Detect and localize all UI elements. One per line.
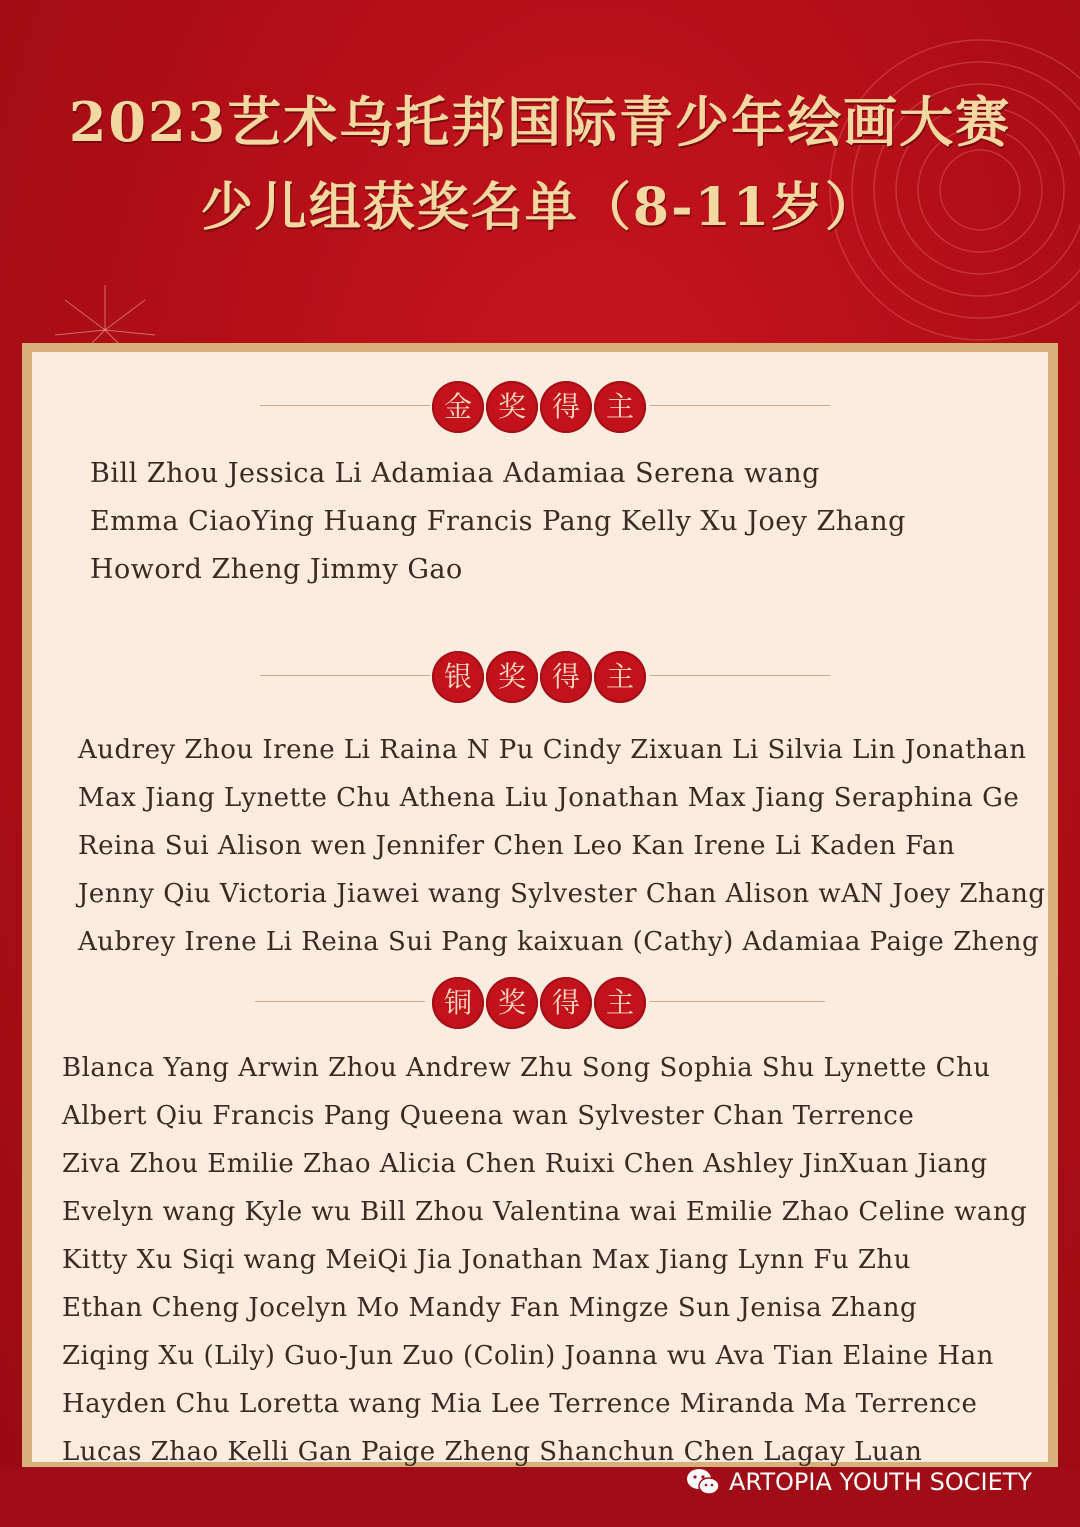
divider-line [260, 405, 430, 406]
divider-line [650, 1001, 825, 1002]
divider-line [650, 675, 830, 676]
page-subtitle: 少儿组获奖名单（8-11岁） [200, 177, 880, 238]
winners-line: Reina Sui Alison wen Jennifer Chen Leo Kan Irene Li Kaden Fan [78, 831, 956, 861]
wechat-icon [685, 1467, 721, 1497]
winners-line: Emma CiaoYing Huang Francis Pang Kelly Xu Joey Zhang [90, 506, 906, 537]
heading-char: 金 [432, 381, 484, 433]
gold-winners-list [90, 450, 906, 594]
winners-line: Ziqing Xu (Lily) Guo-Jun Zuo (Colin) Joanna wu Ava Tian Elaine Han [62, 1341, 994, 1371]
heading-char: 主 [594, 651, 646, 703]
footer-brand: ARTOPIA YOUTH SOCIETY [729, 1468, 1033, 1496]
winners-line: Aubrey Irene Li Reina Sui Pang kaixuan (Cathy) Adamiaa Paige Zheng [78, 927, 1040, 957]
winners-line: Howord Zheng Jimmy Gao [90, 554, 463, 585]
bronze-winners-list [62, 1044, 1027, 1476]
heading-char: 主 [594, 381, 646, 433]
gold-award-heading [0, 376, 1080, 436]
heading-char: 主 [594, 977, 646, 1029]
winners-line: Ethan Cheng Jocelyn Mo Mandy Fan Mingze Sun Jenisa Zhang [62, 1293, 918, 1323]
winners-line: Lucas Zhao Kelli Gan Paige Zheng Shanchun Chen Lagay Luan [62, 1437, 923, 1467]
winners-line: Ziva Zhou Emilie Zhao Alicia Chen Ruixi Chen Ashley JinXuan Jiang [62, 1149, 988, 1179]
footer-watermark [685, 1462, 1032, 1502]
heading-char: 银 [432, 651, 484, 703]
divider-line [650, 405, 830, 406]
heading-char: 奖 [486, 651, 538, 703]
silver-winners-list [78, 726, 1046, 966]
winners-line: Audrey Zhou Irene Li Raina N Pu Cindy Zixuan Li Silvia Lin Jonathan [78, 735, 1027, 765]
heading-char: 奖 [486, 381, 538, 433]
heading-char: 奖 [486, 977, 538, 1029]
winners-line: Blanca Yang Arwin Zhou Andrew Zhu Song Sophia Shu Lynette Chu [62, 1053, 991, 1083]
heading-char: 得 [540, 651, 592, 703]
divider-line [255, 1001, 425, 1002]
divider-line [260, 675, 430, 676]
winners-line: Hayden Chu Loretta wang Mia Lee Terrence Miranda Ma Terrence [62, 1389, 978, 1419]
winners-line: Evelyn wang Kyle wu Bill Zhou Valentina wai Emilie Zhao Celine wang [62, 1197, 1028, 1227]
heading-char: 得 [540, 977, 592, 1029]
winners-line: Jenny Qiu Victoria Jiawei wang Sylvester Chan Alison wAN Joey Zhang [78, 879, 1046, 909]
heading-char: 铜 [432, 977, 484, 1029]
winners-line: Max Jiang Lynette Chu Athena Liu Jonathan Max Jiang Seraphina Ge [78, 783, 1020, 813]
page-title: 2023艺术乌托邦国际青少年绘画大赛 [68, 90, 1012, 154]
winners-line: Bill Zhou Jessica Li Adamiaa Adamiaa Serena wang [90, 458, 820, 489]
winners-line: Albert Qiu Francis Pang Queena wan Sylvester Chan Terrence [62, 1101, 915, 1131]
silver-award-heading [0, 646, 1080, 706]
heading-char: 得 [540, 381, 592, 433]
winners-line: Kitty Xu Siqi wang MeiQi Jia Jonathan Max Jiang Lynn Fu Zhu [62, 1245, 911, 1275]
bronze-award-heading [0, 972, 1080, 1032]
